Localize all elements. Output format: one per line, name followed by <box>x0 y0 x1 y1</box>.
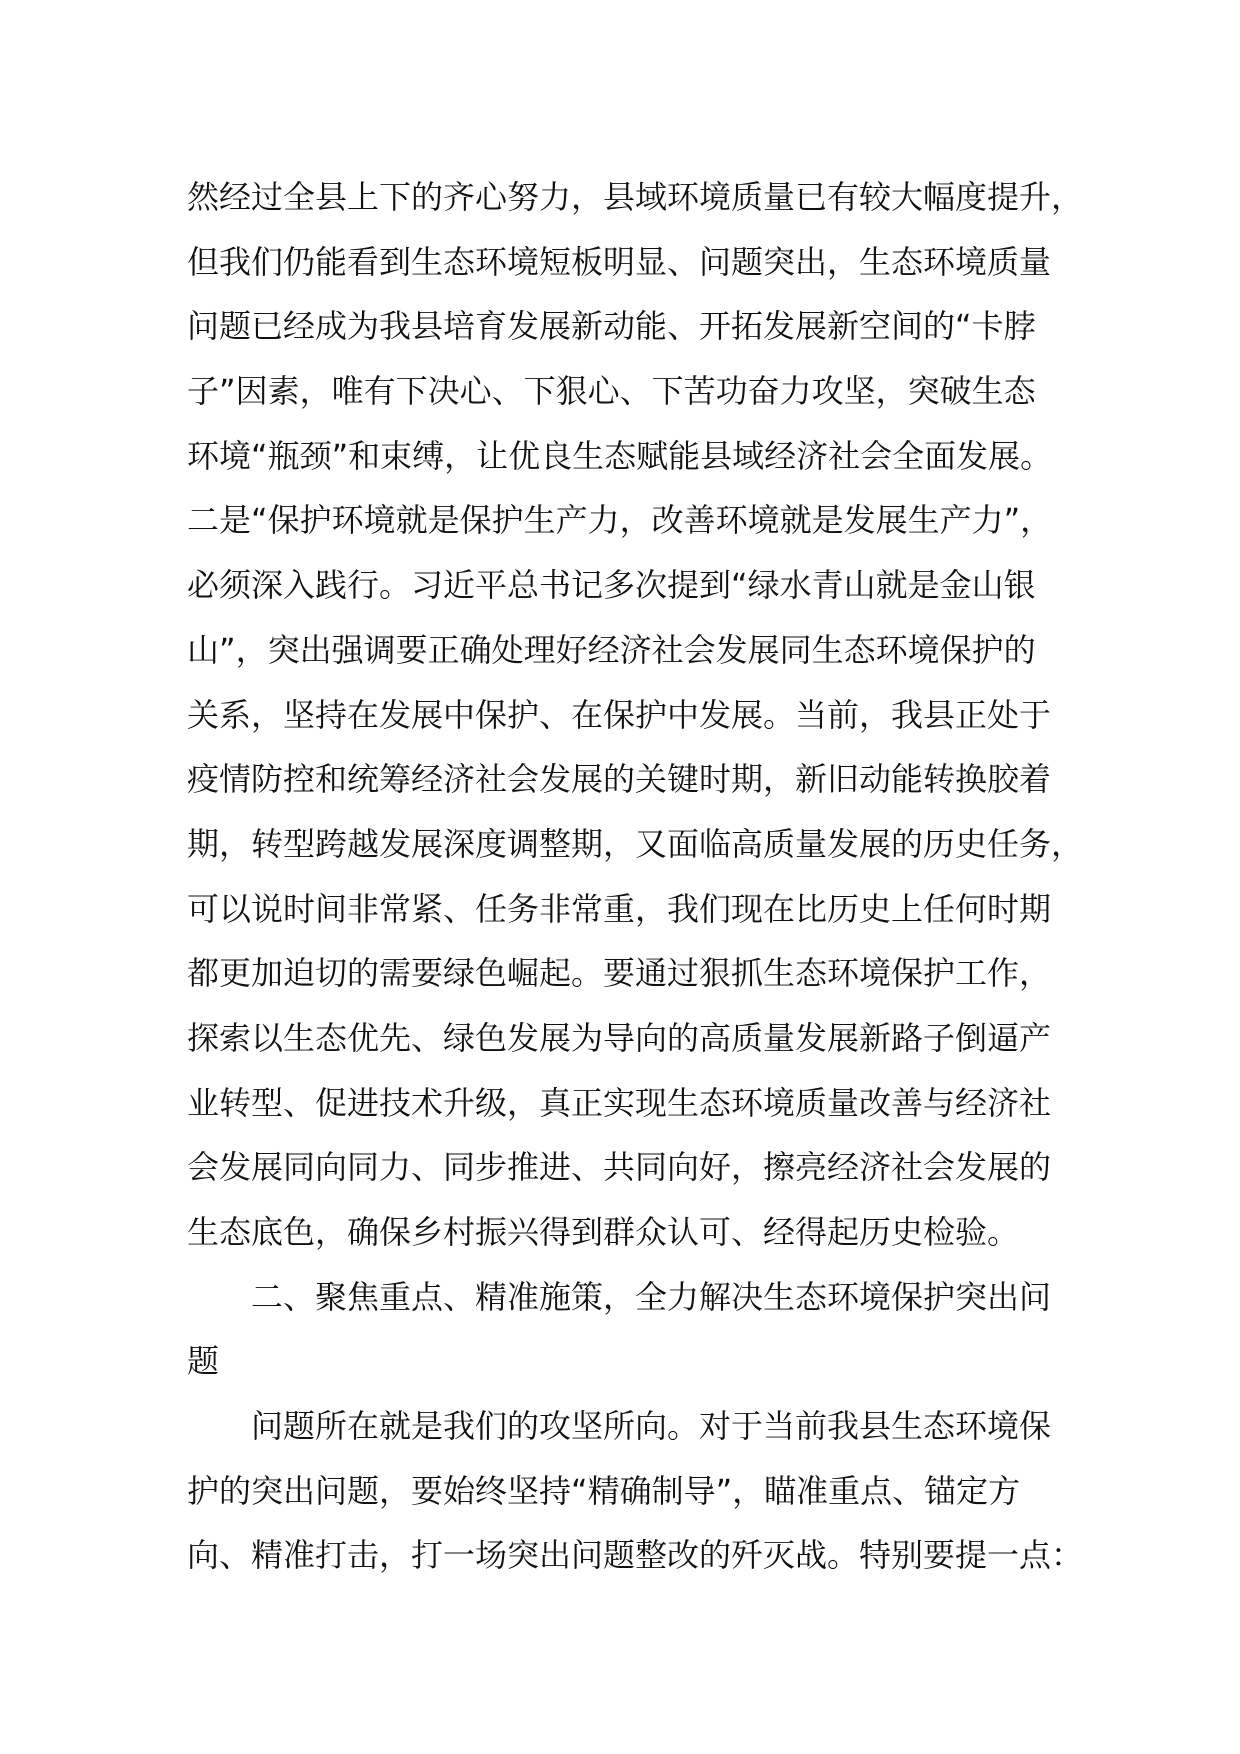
section-heading-line: 二、聚焦重点、精准施策，全力解决生态环境保护突出问 <box>251 1277 1052 1316</box>
body-text <box>187 165 1087 1588</box>
text-line: 环境“瓶颈”和束缚，让优良生态赋能县域经济社会全面发展。 <box>187 436 1053 475</box>
text-line: 问题所在就是我们的攻坚所向。对于当前我县生态环境保 <box>251 1407 1052 1446</box>
text-line: 向、精准打击，打一场突出问题整改的歼灭战。特别要提一点： <box>187 1536 1084 1575</box>
text-line: 然经过全县上下的齐心努力，县域环境质量已有较大幅度提升， <box>187 178 1084 216</box>
text-line: 护的突出问题，要始终坚持“精确制导”，瞄准重点、锚定方 <box>187 1471 1021 1510</box>
text-line: 二是“保护环境就是保护生产力，改善环境就是发展生产力”， <box>187 501 1053 540</box>
text-line: 但我们仍能看到生态环境短板明显、问题突出，生态环境质量 <box>187 242 1052 281</box>
text-line: 生态底色，确保乡村振兴得到群众认可、经得起历史检验。 <box>187 1213 1020 1251</box>
text-line: 会发展同向同力、同步推进、共同向好，擦亮经济社会发展的 <box>187 1148 1052 1187</box>
text-line: 期，转型跨越发展深度调整期，又面临高质量发展的历史任务， <box>187 824 1084 863</box>
text-line: 问题已经成为我县培育发展新动能、开拓发展新空间的“卡脖 <box>187 307 1036 346</box>
text-line: 疫情防控和统筹经济社会发展的关键时期，新旧动能转换胶着 <box>187 760 1052 799</box>
text-line: 子”因素，唯有下决心、下狠心、下苦功奋力攻坚，突破生态 <box>187 372 1036 411</box>
text-line: 山”，突出强调要正确处理好经济社会发展同生态环境保护的 <box>187 630 1036 669</box>
text-line: 业转型、促进技术升级，真正实现生态环境质量改善与经济社 <box>187 1083 1052 1122</box>
text-line: 探索以生态优先、绿色发展为导向的高质量发展新路子倒逼产 <box>187 1018 1052 1057</box>
section-heading-line: 题 <box>187 1342 220 1381</box>
text-line: 可以说时间非常紧、任务非常重，我们现在比历史上任何时期 <box>187 889 1052 928</box>
text-line: 关系，坚持在发展中保护、在保护中发展。当前，我县正处于 <box>187 695 1052 734</box>
text-line: 必须深入践行。习近平总书记多次提到“绿水青山就是金山银 <box>187 566 1036 605</box>
text-line: 都更加迫切的需要绿色崛起。要通过狠抓生态环境保护工作， <box>187 954 1052 993</box>
